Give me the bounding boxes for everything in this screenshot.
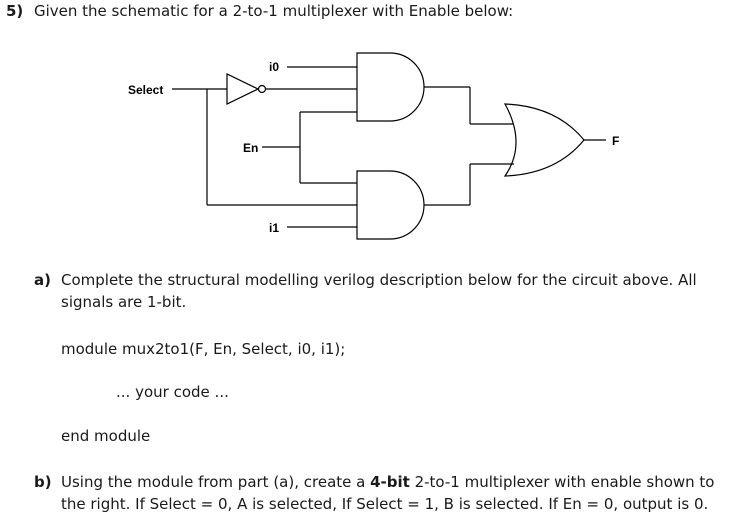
f-label: F — [612, 134, 620, 148]
code-placeholder-line — [116, 382, 229, 402]
select-label: Select — [128, 83, 164, 97]
part-b-line1-post: 2-to-1 multiplexer with enable shown to — [409, 473, 715, 491]
code-module-line: module mux2to1(F, En, Select, i0, i1); — [61, 340, 346, 358]
part-b-line2: the right. If Select = 0, A is selected, If Select = 1, B is selected. If En = 0, output is 0. — [61, 495, 709, 513]
part-b-line1-pre: Using the module from part (a), create a — [61, 473, 371, 491]
code-dots-right: ... — [214, 383, 229, 401]
i1-label: i1 — [269, 221, 280, 235]
part-a-marker: a) — [34, 271, 51, 289]
code-end-line: end module — [61, 427, 151, 445]
part-a-line2: signals are 1-bit. — [61, 293, 187, 311]
part-a-line1: Complete the structural modelling verilog description below for the circuit above. All — [61, 271, 697, 289]
not-gate — [227, 74, 258, 104]
i0-label: i0 — [269, 60, 280, 74]
part-b-line1-bold: 4-bit — [370, 473, 410, 491]
part-b-line1 — [61, 472, 715, 492]
en-label: En — [243, 141, 259, 155]
code-dots-left: ... — [116, 383, 131, 401]
question-prompt: Given the schematic for a 2-to-1 multiplexer with Enable below: — [34, 2, 514, 20]
part-b-marker: b) — [34, 473, 52, 491]
question-number: 5) — [6, 2, 24, 20]
or-gate — [505, 104, 584, 176]
not-bubble — [259, 86, 266, 93]
code-placeholder: your code — [135, 383, 210, 401]
and-gate-bottom — [357, 171, 424, 239]
and-gate-top — [357, 53, 424, 121]
